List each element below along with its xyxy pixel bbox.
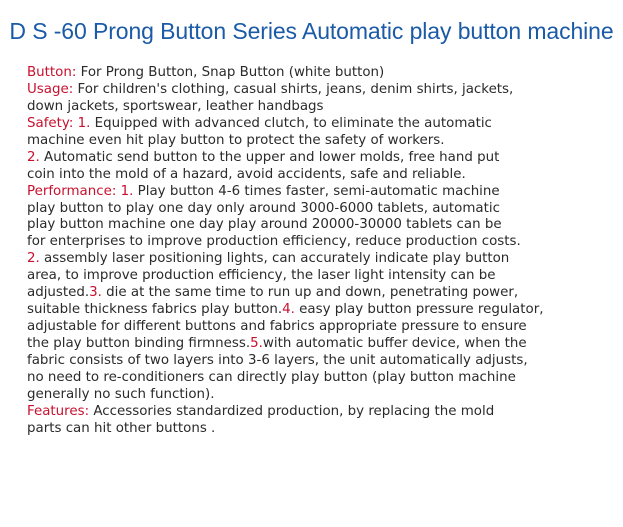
- performance-line-2: [27, 201, 617, 218]
- safety-line-3: [27, 150, 617, 167]
- page-title: D S -60 Prong Button Series Automatic play button machine: [9, 18, 614, 44]
- features-text-2: parts can hit other buttons .: [27, 420, 216, 436]
- performance-text-10b: with automatic buffer device, when the: [262, 336, 527, 351]
- button-text: For Prong Button, Snap Button (white button): [76, 65, 385, 80]
- features-label: Features:: [27, 403, 90, 419]
- performance-text-3: play button machine one day play around 20000-30000 tablets can be: [27, 217, 502, 233]
- performance-line-6: [27, 268, 617, 285]
- performance-line-11: [27, 353, 617, 370]
- performance-line-7: [27, 285, 617, 302]
- performance-text-2: play button to play one day only around 3000-6000 tablets, automatic: [27, 200, 500, 216]
- performance-text-4: for enterprises to improve production efficiency, reduce production costs.: [27, 234, 521, 250]
- button-label: Button:: [27, 65, 77, 80]
- performance-line-10: [27, 336, 617, 353]
- performance-label: Performance:: [27, 183, 117, 199]
- performance-line-5: [27, 251, 617, 268]
- performance-text-11: fabric consists of two layers into 3-6 layers, the unit automatically adjusts,: [27, 352, 528, 368]
- safety-line-2: [27, 133, 617, 150]
- performance-number-3: 3.: [89, 285, 102, 301]
- performance-text-8b: easy play button pressure regulator,: [294, 302, 544, 318]
- performance-text-7b: die at the same time to run up and down, penetrating power,: [101, 285, 519, 301]
- performance-line-9: [27, 319, 617, 336]
- performance-line-12: [27, 370, 617, 387]
- usage-line-1: [27, 82, 617, 99]
- usage-text-2: down jackets, sportswear, leather handbags: [27, 98, 324, 114]
- performance-text-9: adjustable for different buttons and fabrics appropriate pressure to ensure: [27, 319, 527, 335]
- safety-line-1: [27, 116, 617, 133]
- usage-text-1: For children's clothing, casual shirts, jeans, denim shirts, jackets,: [73, 81, 514, 97]
- button-line: [27, 65, 617, 82]
- safety-text-3: Automatic send button to the upper and lower molds, free hand put: [39, 149, 500, 165]
- performance-text-5: assembly laser positioning lights, can accurately indicate play button: [39, 251, 510, 267]
- performance-text-10a: the play button binding firmness.: [27, 336, 251, 351]
- performance-text-8a: suitable thickness fabrics play button.: [27, 302, 283, 318]
- performance-line-4: [27, 234, 617, 251]
- performance-line-8: [27, 302, 617, 319]
- features-line-1: [27, 404, 617, 421]
- safety-number-2: 2.: [27, 149, 40, 165]
- performance-line-3: [27, 217, 617, 234]
- usage-line-2: [27, 99, 617, 116]
- safety-text-4: coin into the mold of a hazard, avoid accidents, safe and reliable.: [27, 166, 466, 182]
- performance-number-5: 5.: [250, 336, 263, 351]
- safety-line-4: [27, 167, 617, 184]
- description-body: [27, 65, 617, 438]
- features-line-2: [27, 421, 617, 438]
- performance-number-1: 1.: [116, 183, 134, 199]
- safety-text-2: machine even hit play button to protect the safety of workers.: [27, 132, 445, 148]
- performance-text-6: area, to improve production efficiency, the laser light intensity can be: [27, 268, 496, 284]
- performance-line-1: [27, 184, 617, 201]
- performance-text-12: no need to re-conditioners can directly play button (play button machine: [27, 369, 516, 385]
- performance-line-13: [27, 387, 617, 404]
- safety-number-1: 1.: [73, 115, 91, 131]
- performance-number-2: 2.: [27, 251, 40, 267]
- safety-label: Safety:: [27, 115, 74, 131]
- usage-label: Usage:: [27, 81, 74, 97]
- performance-text-1: Play button 4-6 times faster, semi-automatic machine: [133, 183, 500, 199]
- safety-text-1: Equipped with advanced clutch, to eliminate the automatic: [90, 115, 492, 131]
- performance-text-7a: adjusted.: [27, 285, 90, 301]
- performance-number-4: 4.: [282, 302, 295, 318]
- performance-text-13: generally no such function).: [27, 386, 215, 402]
- features-text-1: Accessories standardized production, by replacing the mold: [89, 403, 495, 419]
